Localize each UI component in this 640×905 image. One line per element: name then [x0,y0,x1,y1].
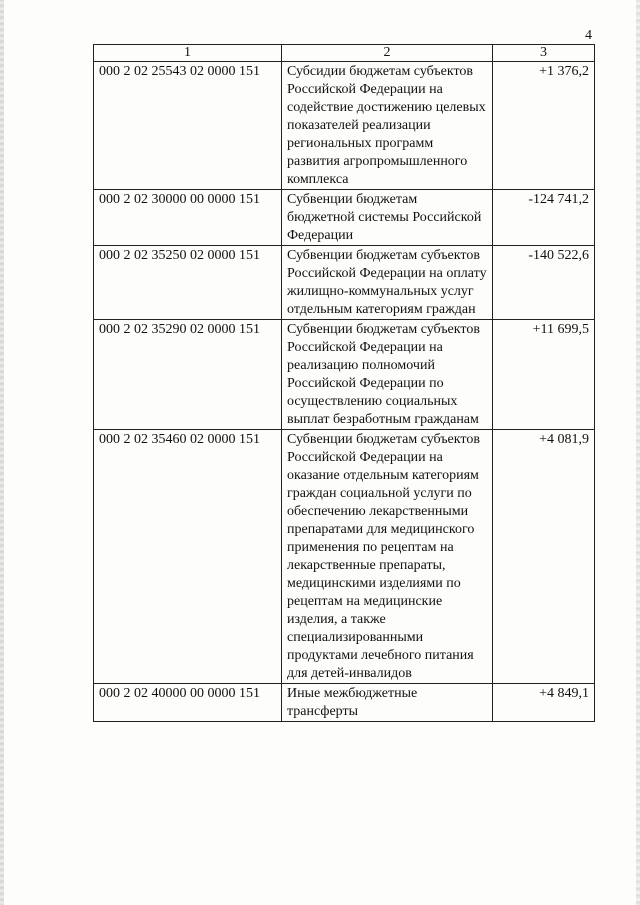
budget-code: 000 2 02 30000 00 0000 151 [94,190,282,246]
budget-amount: +4 081,9 [493,430,595,684]
budget-description: Субвенции бюджетам бюджетной системы Российской Федерации [282,190,493,246]
table-row [94,684,595,722]
budget-amount: -124 741,2 [493,190,595,246]
budget-table [93,44,595,722]
table-row [94,320,595,430]
scan-edge-left [0,0,4,905]
budget-amount: +1 376,2 [493,62,595,190]
table-row [94,62,595,190]
budget-description: Субвенции бюджетам субъектов Российской Федерации на реализацию полномочий Российской Федерации по осуществлению социальных выплат безработным гражданам [282,320,493,430]
budget-code: 000 2 02 35290 02 0000 151 [94,320,282,430]
budget-description: Субвенции бюджетам субъектов Российской Федерации на оказание отдельным категориям граждан социальной услуги по обеспечению лекарственными препаратами для медицинского применения по рецептам на лекарственные препараты, медицинскими изделиями по рецептам на медицинские изделия, а также специализированными продуктами лечебного питания для детей-инвалидов [282,430,493,684]
column-header-1: 1 [94,45,282,62]
page-number: 4 [585,28,592,43]
scan-edge-right [636,0,640,905]
column-header-2: 2 [282,45,493,62]
budget-description: Субвенции бюджетам субъектов Российской Федерации на оплату жилищно-коммунальных услуг отдельным категориям граждан [282,246,493,320]
budget-description: Субсидии бюджетам субъектов Российской Федерации на содействие достижению целевых показателей реализации региональных программ развития агропромышленного комплекса [282,62,493,190]
table-row [94,430,595,684]
budget-amount: +11 699,5 [493,320,595,430]
budget-code: 000 2 02 35250 02 0000 151 [94,246,282,320]
budget-code: 000 2 02 40000 00 0000 151 [94,684,282,722]
table-row [94,190,595,246]
budget-amount: +4 849,1 [493,684,595,722]
table-row [94,246,595,320]
budget-code: 000 2 02 25543 02 0000 151 [94,62,282,190]
budget-code: 000 2 02 35460 02 0000 151 [94,430,282,684]
budget-description: Иные межбюджетные трансферты [282,684,493,722]
table-header-row [94,45,595,62]
column-header-3: 3 [493,45,595,62]
budget-amount: -140 522,6 [493,246,595,320]
